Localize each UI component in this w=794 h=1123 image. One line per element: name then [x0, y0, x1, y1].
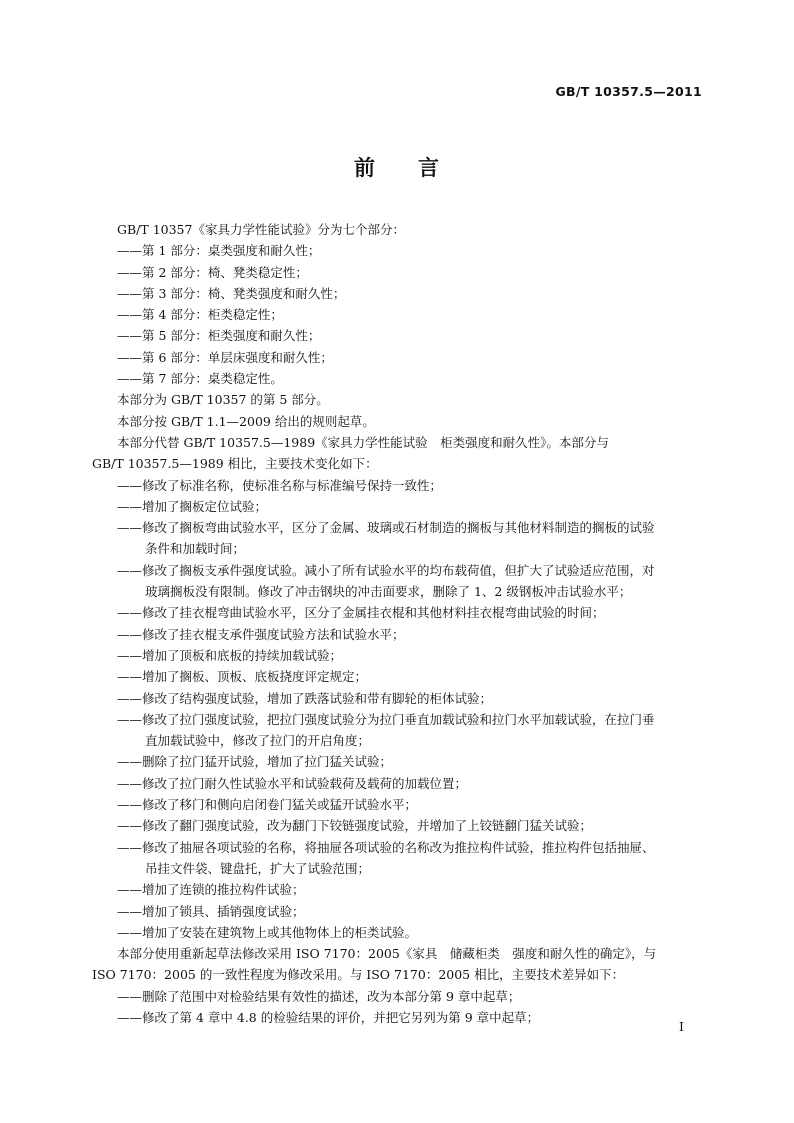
list-item: ——第 1 部分：桌类强度和耐久性； — [117, 243, 321, 259]
list-item: ——修改了挂衣棍支承件强度试验方法和试验水平； — [117, 626, 405, 642]
paragraph-line: 本部分代替 GB/T 10357.5—1989《家具力学性能试验 柜类强度和耐久性》。本部分与 — [117, 434, 609, 450]
title-char-1: 前 — [354, 156, 376, 180]
list-item: ——第 2 部分：椅、凳类稳定性； — [117, 264, 308, 280]
list-item: ——第 6 部分：单层床强度和耐久性； — [117, 349, 333, 365]
page-number: I — [679, 1019, 684, 1034]
foreword-body — [92, 219, 704, 1028]
paragraph-line: 本部分为 GB/T 10357 的第 5 部分。 — [117, 392, 329, 408]
paragraph-line: GB/T 10357.5—1989 相比，主要技术变化如下： — [92, 456, 378, 472]
paragraph-line: 吊挂文件袋、键盘托，扩大了试验范围； — [145, 860, 371, 876]
list-item: ——第 4 部分：柜类稳定性； — [117, 307, 283, 323]
list-item: ——增加了搁板定位试验； — [117, 498, 268, 514]
list-item: ——修改了结构强度试验，增加了跌落试验和带有脚轮的柜体试验； — [117, 690, 493, 706]
list-item: ——增加了搁板、顶板、底板挠度评定规定； — [117, 669, 368, 685]
list-item: ——修改了挂衣棍弯曲试验水平，区分了金属挂衣棍和其他材料挂衣棍弯曲试验的时间； — [117, 605, 605, 621]
list-item: ——第 3 部分：椅、凳类强度和耐久性； — [117, 285, 346, 301]
list-item: ——删除了拉门猛开试验，增加了拉门猛关试验； — [117, 754, 393, 770]
list-item: ——修改了抽屉各项试验的名称，将抽屉各项试验的名称改为推拉构件试验，推拉构件包括抽屉、 — [117, 839, 655, 855]
paragraph-line: 玻璃搁板没有限制。修改了冲击钢块的冲击面要求，删除了 1、2 级钢板冲击试验水平； — [145, 584, 632, 600]
list-item: ——第 7 部分：桌类稳定性。 — [117, 371, 283, 387]
list-item: ——增加了安装在建筑物上或其他物体上的柜类试验。 — [117, 924, 418, 940]
list-item: ——删除了范围中对检验结果有效性的描述，改为本部分第 9 章中起草； — [117, 988, 521, 1004]
list-item: ——修改了第 4 章中 4.8 的检验结果的评价，并把它另列为第 9 章中起草； — [117, 1009, 540, 1025]
list-item: ——修改了拉门耐久性试验水平和试验载荷及载荷的加载位置； — [117, 775, 468, 791]
paragraph-line: 本部分使用重新起草法修改采用 ISO 7170：2005《家具 储藏柜类 强度和耐久性的确定》，与 — [117, 946, 657, 962]
page-title — [0, 152, 794, 182]
list-item: ——修改了移门和侧向启闭卷门猛关或猛开试验水平； — [117, 797, 418, 813]
list-item: ——增加了连锁的推拉构件试验； — [117, 882, 305, 898]
paragraph-line: 直加载试验中，修改了拉门的开启角度； — [145, 733, 371, 749]
paragraph-line: 本部分按 GB/T 1.1—2009 给出的规则起草。 — [117, 413, 375, 429]
list-item: ——修改了翻门强度试验，改为翻门下铰链强度试验，并增加了上铰链翻门猛关试验； — [117, 818, 593, 834]
list-item: ——增加了锁具、插销强度试验； — [117, 903, 305, 919]
paragraph-line: GB/T 10357《家具力学性能试验》分为七个部分： — [117, 222, 405, 237]
list-item: ——修改了搁板弯曲试验水平，区分了金属、玻璃或石材制造的搁板与其他材料制造的搁板的试验 — [117, 520, 655, 536]
list-item: ——修改了搁板支承件强度试验。减小了所有试验水平的均布载荷值，但扩大了试验适应范围，对 — [117, 562, 655, 578]
standard-number: GB/T 10357.5—2011 — [555, 84, 702, 99]
paragraph-line: ISO 7170：2005 的一致性程度为修改采用。与 ISO 7170：2005 相比，主要技术差异如下： — [92, 967, 625, 983]
title-char-2: 言 — [418, 156, 440, 180]
list-item: ——修改了标准名称，使标准名称与标准编号保持一致性； — [117, 477, 443, 493]
list-item: ——第 5 部分：柜类强度和耐久性； — [117, 328, 321, 344]
list-item: ——增加了顶板和底板的持续加载试验； — [117, 647, 343, 663]
list-item: ——修改了拉门强度试验，把拉门强度试验分为拉门垂直加载试验和拉门水平加载试验，在拉门垂 — [117, 711, 655, 727]
paragraph-line: 条件和加载时间； — [145, 541, 246, 557]
